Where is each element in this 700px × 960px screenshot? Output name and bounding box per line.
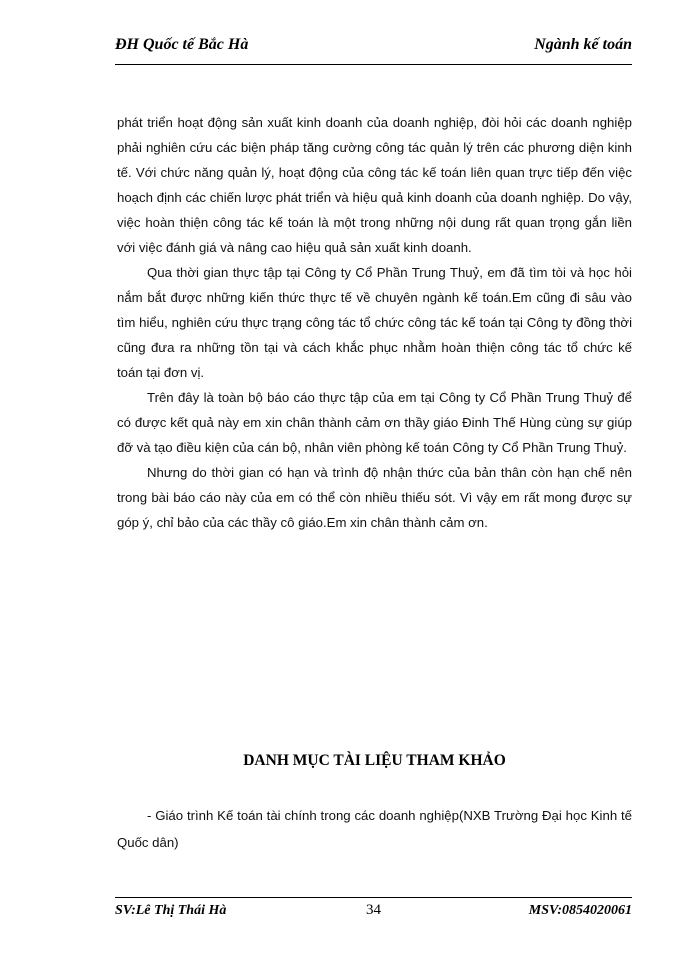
body-text — [117, 110, 632, 535]
footer-student-id: MSV:0854020061 — [528, 903, 632, 918]
references-list — [117, 802, 632, 856]
footer-student-name: SV:Lê Thị Thái Hà — [115, 903, 227, 918]
references-heading: DANH MỤC TÀI LIỆU THAM KHẢO — [243, 752, 506, 769]
header-major: Ngành kế toán — [534, 36, 632, 53]
page-header — [115, 30, 632, 65]
reference-item: - Giáo trình Kế toán tài chính trong các doanh nghiệp(NXB Trường Đại học Kinh tế Quốc dân) — [117, 808, 632, 850]
paragraph-continuation: phát triển hoạt động sản xuất kinh doanh của doanh nghiệp, đòi hỏi các doanh nghiệp phải nghiên cứu các biện pháp tăng cường công tác quản lý trên các phương diện kinh tế. Với chức năng quản lý, hoạt động của công tác kế toán liên quan trực tiếp đến việc hoạch định các chiến lược phát triển và hiệu quả kinh doanh của doanh nghiệp. Do vậy, việc hoàn thiện công tác kế toán là một trong những nội dung rất quan trọng gắn liền với việc đánh giá và nâng cao hiệu quả sản xuất kinh doanh. — [117, 115, 632, 255]
page-footer — [115, 897, 632, 922]
paragraph-internship: Qua thời gian thực tập tại Công ty Cổ Phần Trung Thuỷ, em đã tìm tòi và học hỏi nắm bắt được những kiến thức thực tế về chuyên ngành kế toán.Em cũng đi sâu vào tìm hiểu, nghiên cứu thực trạng công tác tổ chức công tác kế toán tại Công ty đồng thời cũng đưa ra những tồn tại và cách khắc phục nhằm hoàn thiện công tác tổ chức kế toán tại đơn vị. — [117, 265, 632, 380]
paragraph-thanks: Trên đây là toàn bộ báo cáo thực tập của em tại Công ty Cổ Phần Trung Thuỷ để có được kết quả này em xin chân thành cảm ơn thầy giáo Đinh Thế Hùng cùng sự giúp đỡ và tạo điều kiện của cán bộ, nhân viên phòng kế toán Công ty Cổ Phần Trung Thuỷ. — [117, 390, 632, 455]
header-university: ĐH Quốc tế Bắc Hà — [115, 36, 249, 53]
footer-page-number: 34 — [366, 902, 381, 918]
paragraph-closing: Nhưng do thời gian có hạn và trình độ nhận thức của bản thân còn hạn chế nên trong bài báo cáo này của em có thể còn nhiều thiếu sót. Vì vậy em rất mong được sự góp ý, chỉ bảo của các thầy cô giáo.Em xin chân thành cảm ơn. — [117, 465, 632, 530]
